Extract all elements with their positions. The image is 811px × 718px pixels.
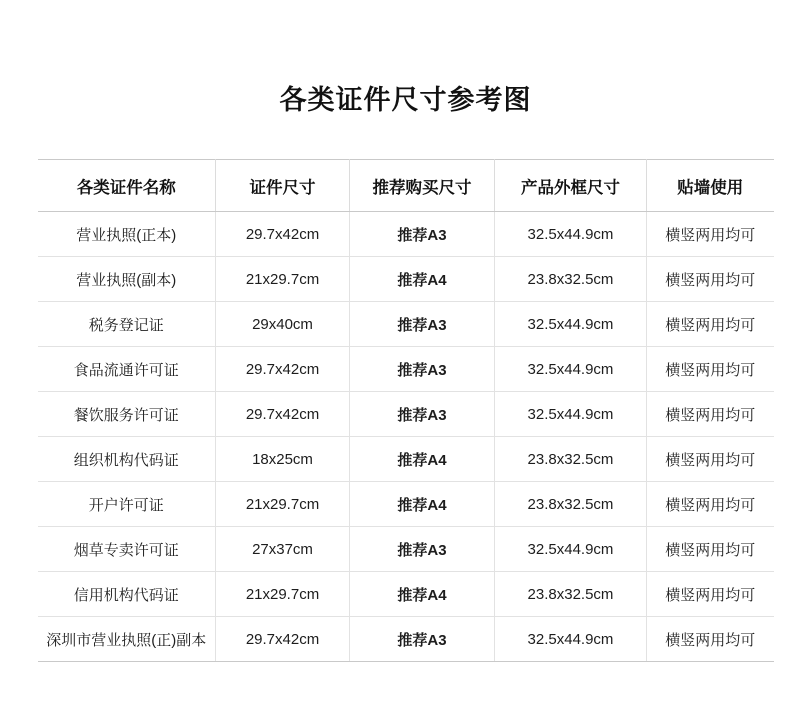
- cell-cert-size: 29.7x42cm: [216, 212, 350, 257]
- size-reference-table-container: [38, 159, 774, 662]
- cell-recommend: 推荐A3: [350, 617, 495, 662]
- cell-frame-size: 32.5x44.9cm: [495, 527, 647, 572]
- table-row: [38, 392, 774, 437]
- cell-name: 营业执照(副本): [38, 257, 216, 302]
- table-header-row: [38, 160, 774, 212]
- cell-cert-size: 21x29.7cm: [216, 482, 350, 527]
- table-row: [38, 437, 774, 482]
- cell-wall: 横竖两用均可: [647, 437, 774, 482]
- column-header-wall: 贴墙使用: [647, 160, 774, 212]
- column-header-cert-size: 证件尺寸: [216, 160, 350, 212]
- cell-wall: 横竖两用均可: [647, 212, 774, 257]
- cell-frame-size: 23.8x32.5cm: [495, 572, 647, 617]
- cell-recommend: 推荐A3: [350, 302, 495, 347]
- table-row: [38, 482, 774, 527]
- cell-name: 营业执照(正本): [38, 212, 216, 257]
- cell-frame-size: 32.5x44.9cm: [495, 212, 647, 257]
- cell-name: 税务登记证: [38, 302, 216, 347]
- cell-wall: 横竖两用均可: [647, 617, 774, 662]
- cell-wall: 横竖两用均可: [647, 572, 774, 617]
- cell-cert-size: 21x29.7cm: [216, 572, 350, 617]
- cell-frame-size: 23.8x32.5cm: [495, 257, 647, 302]
- table-row: [38, 527, 774, 572]
- table-header: [38, 160, 774, 212]
- table-row: [38, 302, 774, 347]
- column-header-recommend: 推荐购买尺寸: [350, 160, 495, 212]
- cell-wall: 横竖两用均可: [647, 347, 774, 392]
- cell-recommend: 推荐A4: [350, 482, 495, 527]
- cell-name: 信用机构代码证: [38, 572, 216, 617]
- cell-recommend: 推荐A3: [350, 347, 495, 392]
- table-row: [38, 212, 774, 257]
- cell-frame-size: 23.8x32.5cm: [495, 437, 647, 482]
- cell-recommend: 推荐A4: [350, 257, 495, 302]
- table-row: [38, 347, 774, 392]
- cell-name: 餐饮服务许可证: [38, 392, 216, 437]
- cell-cert-size: 21x29.7cm: [216, 257, 350, 302]
- page-title: 各类证件尺寸参考图: [279, 85, 532, 115]
- cell-cert-size: 29.7x42cm: [216, 392, 350, 437]
- cell-recommend: 推荐A3: [350, 212, 495, 257]
- column-header-frame-size: 产品外框尺寸: [495, 160, 647, 212]
- cell-recommend: 推荐A4: [350, 572, 495, 617]
- cell-name: 开户许可证: [38, 482, 216, 527]
- cell-wall: 横竖两用均可: [647, 482, 774, 527]
- cell-wall: 横竖两用均可: [647, 392, 774, 437]
- cell-cert-size: 29.7x42cm: [216, 617, 350, 662]
- cell-cert-size: 29x40cm: [216, 302, 350, 347]
- column-header-name: 各类证件名称: [38, 160, 216, 212]
- table-row: [38, 572, 774, 617]
- cell-cert-size: 27x37cm: [216, 527, 350, 572]
- cell-cert-size: 29.7x42cm: [216, 347, 350, 392]
- cell-wall: 横竖两用均可: [647, 302, 774, 347]
- cell-frame-size: 32.5x44.9cm: [495, 347, 647, 392]
- cell-cert-size: 18x25cm: [216, 437, 350, 482]
- table-body: [38, 212, 774, 662]
- cell-name: 深圳市营业执照(正)副本: [38, 617, 216, 662]
- cell-recommend: 推荐A4: [350, 437, 495, 482]
- cell-frame-size: 32.5x44.9cm: [495, 302, 647, 347]
- cell-name: 组织机构代码证: [38, 437, 216, 482]
- cell-recommend: 推荐A3: [350, 527, 495, 572]
- size-reference-table: [38, 159, 774, 662]
- cell-frame-size: 32.5x44.9cm: [495, 617, 647, 662]
- cell-wall: 横竖两用均可: [647, 527, 774, 572]
- cell-name: 食品流通许可证: [38, 347, 216, 392]
- cell-wall: 横竖两用均可: [647, 257, 774, 302]
- cell-recommend: 推荐A3: [350, 392, 495, 437]
- cell-frame-size: 23.8x32.5cm: [495, 482, 647, 527]
- cell-frame-size: 32.5x44.9cm: [495, 392, 647, 437]
- table-row: [38, 617, 774, 662]
- table-row: [38, 257, 774, 302]
- cell-name: 烟草专卖许可证: [38, 527, 216, 572]
